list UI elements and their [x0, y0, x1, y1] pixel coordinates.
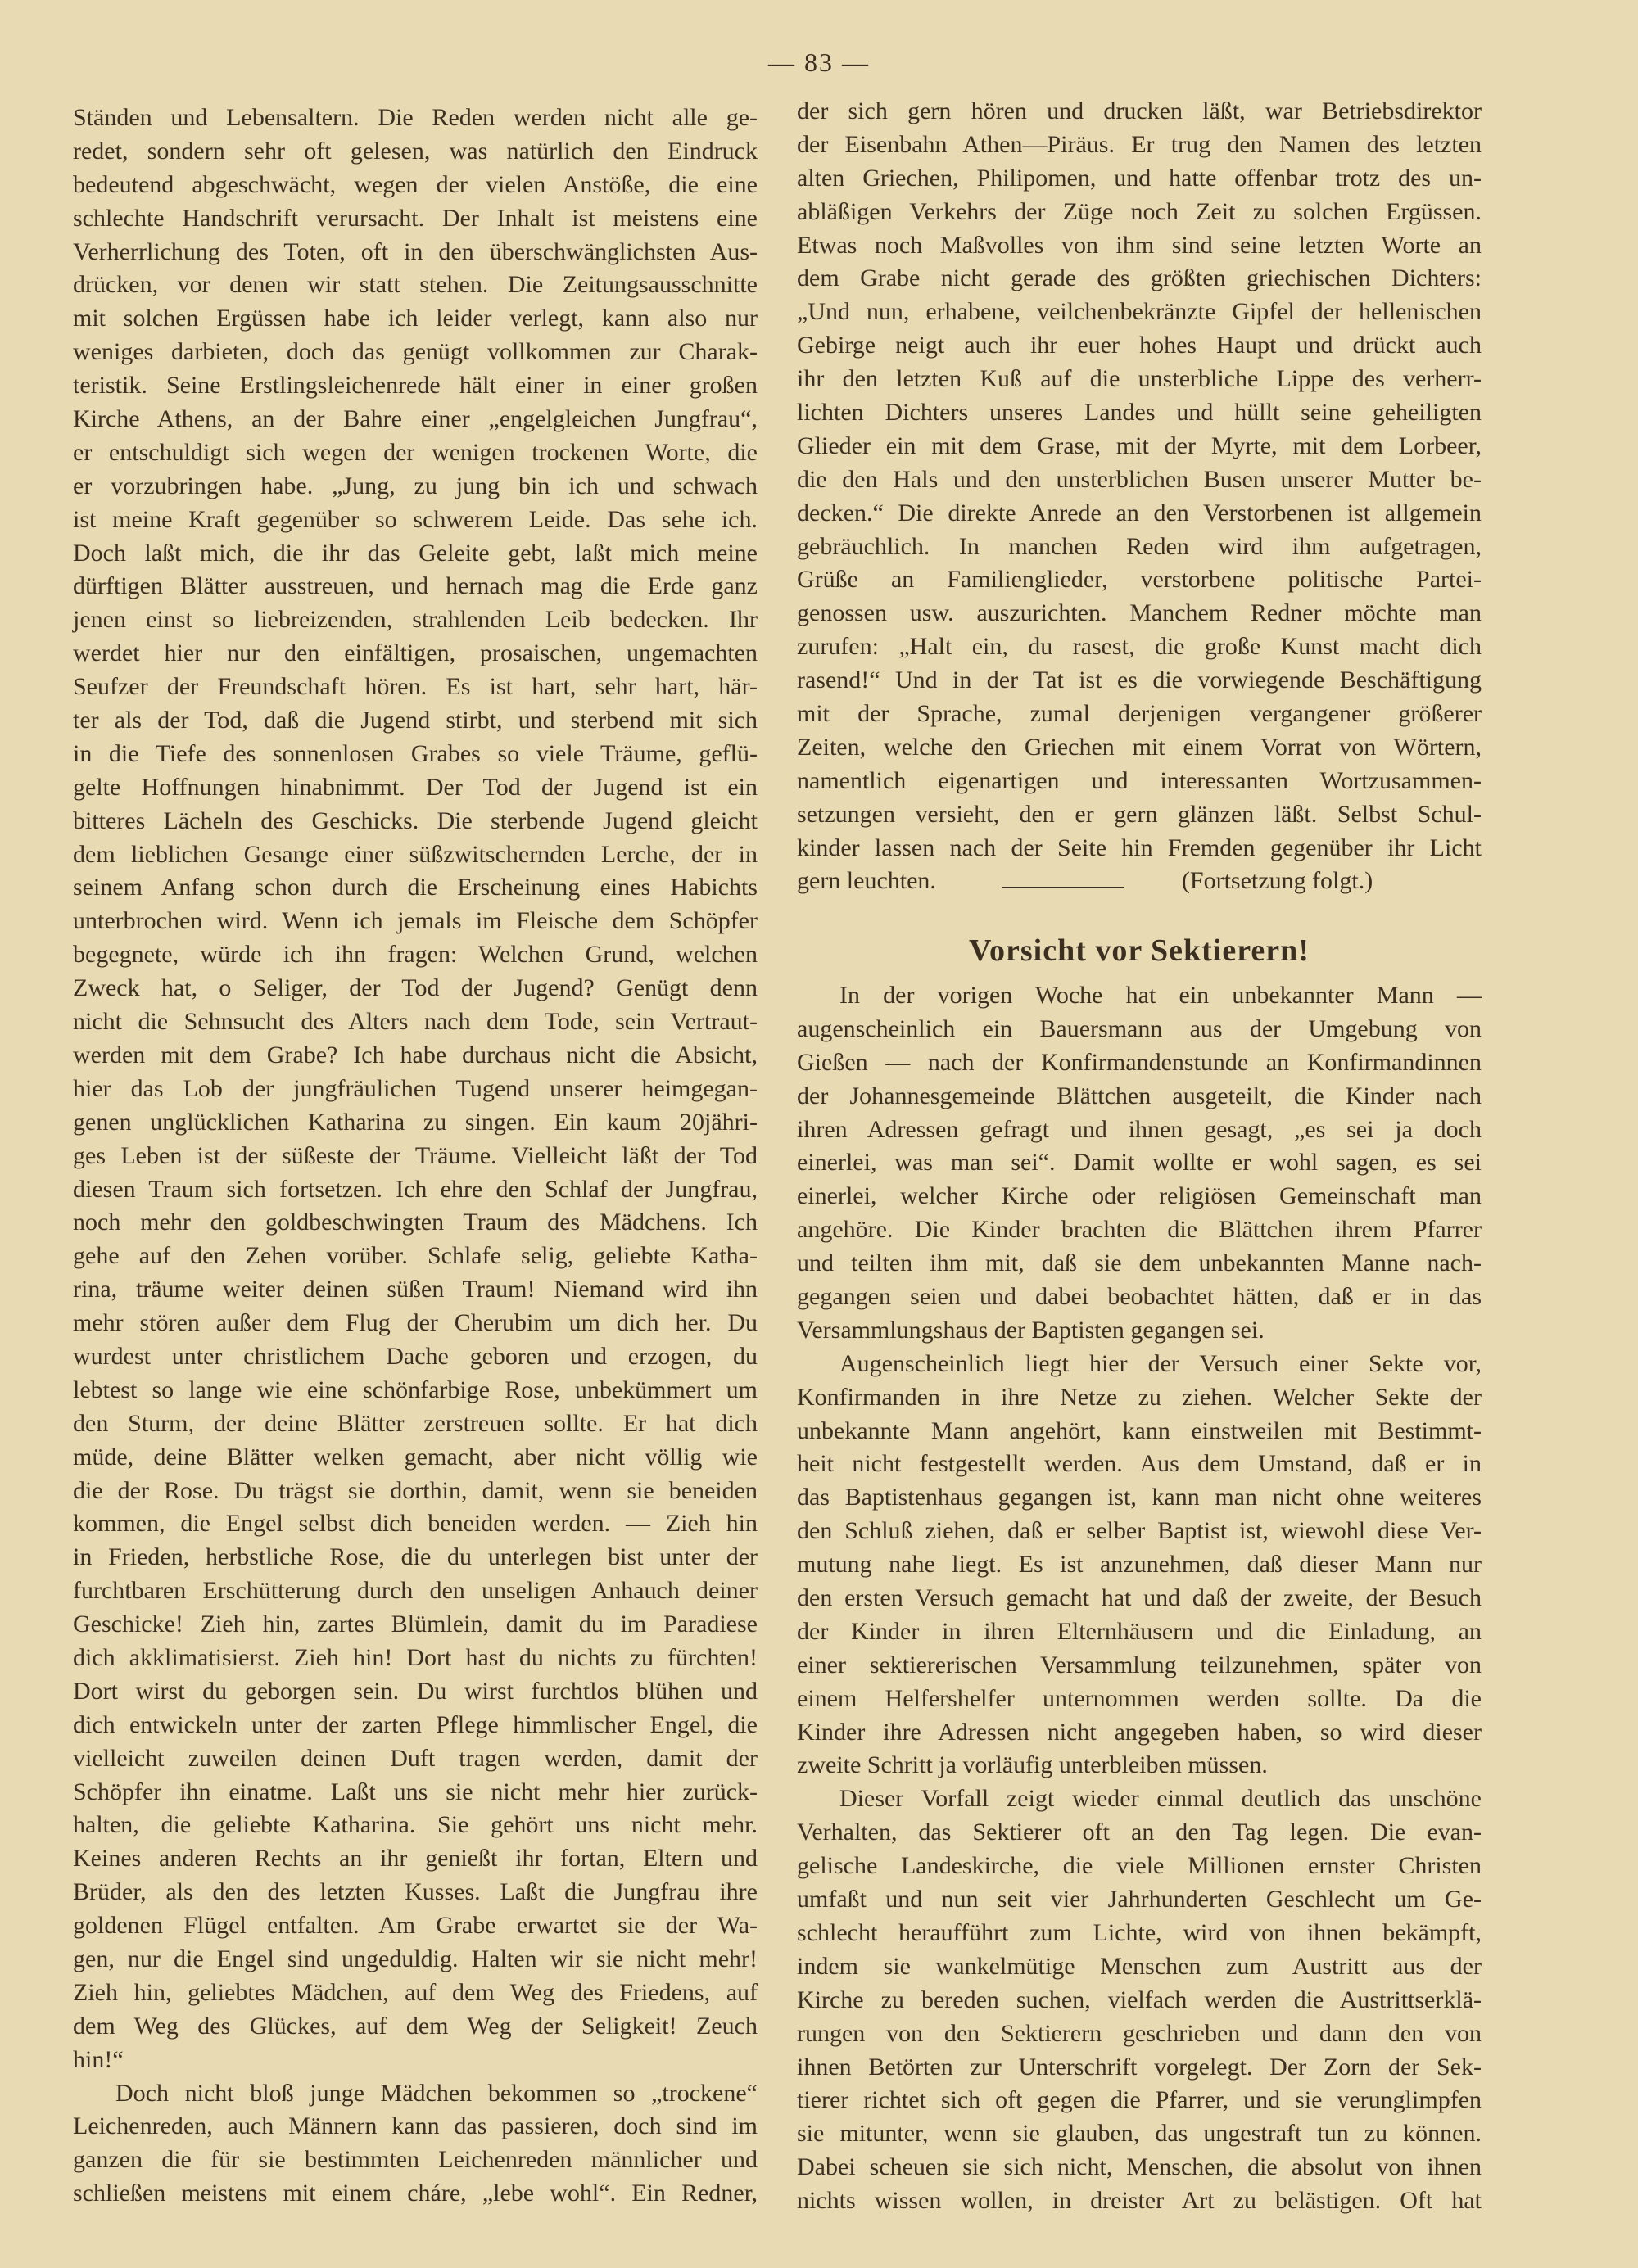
- text-line: Grüße an Familienglieder, verstorbene politische Partei-: [797, 566, 1482, 594]
- paragraph: [73, 102, 758, 2077]
- text-line: bedeutend abgeschwächt, wegen der vielen Anstöße, die eine: [73, 170, 758, 198]
- text-line: Geschicke! Zieh hin, zartes Blümlein, damit du im Paradiese: [73, 1611, 758, 1638]
- text-line: seinem Anfang schon durch die Erscheinung eines Habichts: [73, 874, 758, 901]
- text-line: Ständen und Lebensaltern. Die Reden werden nicht alle ge-: [73, 104, 758, 131]
- text-line: Brüder, als den des letzten Kusses. Laßt die Jungfrau ihre: [73, 1878, 758, 1906]
- text-line: werdet hier nur den einfältigen, prosaischen, ungemachten: [73, 639, 758, 667]
- text-line: gegangen seien und dabei beobachtet hätten, daß er in das: [797, 1283, 1482, 1311]
- text-line: furchtbaren Erschütterung durch den unseligen Anhauch deiner: [73, 1577, 758, 1605]
- paragraph: [73, 2077, 758, 2212]
- text-line: gelische Landeskirche, die viele Millionen ernster Christen: [797, 1852, 1482, 1880]
- text-line: diesen Traum sich fortsetzen. Ich ehre den Schlaf der Jungfrau,: [73, 1175, 758, 1203]
- text-line: Zweck hat, o Seliger, der Tod der Jugend? Genügt denn: [73, 974, 758, 1002]
- text-line: weniges darbieten, doch das genügt vollkommen zur Charak-: [73, 338, 758, 366]
- text-line: noch mehr den goldbeschwingten Traum des Mädchens. Ich: [73, 1209, 758, 1236]
- text-line: der Eisenbahn Athen—Piräus. Er trug den Namen des letzten: [797, 130, 1482, 158]
- text-line: einerlei, welcher Kirche oder religiösen Gemeinschaft man: [797, 1182, 1482, 1210]
- text-line: hin!“: [73, 2045, 124, 2073]
- text-line: decken.“ Die direkte Anrede an den Verstorbenen ist allgemein: [797, 499, 1482, 526]
- text-line: Seufzer der Freundschaft hören. Es ist hart, sehr hart, här-: [73, 673, 758, 701]
- text-line: „Und nun, erhabene, veilchenbekränzte Gipfel der hellenischen: [797, 298, 1482, 326]
- text-line: nichts wissen wollen, in dreister Art zu belästigen. Oft hat: [797, 2187, 1482, 2215]
- paragraph: [797, 95, 1482, 865]
- text-line: Doch laßt mich, die ihr das Geleite gebt, laßt mich meine: [73, 539, 758, 567]
- text-line: vielleicht zuweilen deinen Duft tragen werden, damit der: [73, 1744, 758, 1772]
- text-line: teristik. Seine Erstlingsleichenrede hält einer in einer großen: [73, 372, 758, 400]
- text-line: sie mitunter, wenn sie glauben, das ungestraft tun zu können.: [797, 2120, 1482, 2148]
- text-line: schlecht heraufführt zum Lichte, wird von ihnen bekämpft,: [797, 1918, 1482, 1946]
- text-line: den ersten Versuch gemacht hat und daß der zweite, der Besuch: [797, 1584, 1482, 1612]
- text-line: Gießen — nach der Konfirmandenstunde an Konfirmandinnen: [797, 1048, 1482, 1076]
- text-line: genen unglücklichen Katharina zu singen. Ein kaum 20jähri-: [73, 1108, 758, 1136]
- text-line: goldenen Flügel entfalten. Am Grabe erwartet sie der Wa-: [73, 1912, 758, 1940]
- text-line: Zeiten, welche den Griechen mit einem Vorrat von Wörtern,: [797, 733, 1482, 761]
- text-line: mit solchen Ergüssen habe ich leider verlegt, kann also nur: [73, 305, 758, 332]
- closing-line: [797, 865, 1482, 898]
- text-line: Zieh hin, geliebtes Mädchen, auf dem Weg des Friedens, auf: [73, 1978, 758, 2006]
- text-line: setzungen versieht, den er gern glänzen läßt. Selbst Schul-: [797, 800, 1482, 828]
- text-line: gern leuchten.: [797, 867, 936, 895]
- text-line: Leichenreden, auch Männern kann das passieren, doch sind im: [73, 2112, 758, 2140]
- text-line: er vorzubringen habe. „Jung, zu jung bin ich und schwach: [73, 472, 758, 499]
- page-number: — 83 —: [768, 47, 870, 77]
- text-line: Dort wirst du geborgen sein. Du wirst furchtlos blühen und: [73, 1677, 758, 1705]
- text-line: rina, träume weiter deinen süßen Traum! Niemand wird ihn: [73, 1276, 758, 1303]
- text-line: tierer richtet sich oft gegen die Pfarrer, und sie verunglimpfen: [797, 2086, 1482, 2114]
- article-title: Vorsicht vor Sektierern!: [969, 933, 1310, 968]
- text-line: den Sturm, der deine Blätter zerstreuen sollte. Er hat dich: [73, 1409, 758, 1437]
- text-line: in Frieden, herbstliche Rose, die du unterlegen bist unter der: [73, 1543, 758, 1571]
- text-line: kommen, die Engel selbst dich beneiden werden. — Zieh hin: [73, 1510, 758, 1538]
- text-line: ihr den letzten Kuß auf die unsterbliche Lippe des verherr-: [797, 365, 1482, 393]
- text-line: zweite Schritt ja vorläufig unterbleiben müssen.: [797, 1751, 1268, 1779]
- text-line: gebräuchlich. In manchen Reden wird ihm aufgetragen,: [797, 532, 1482, 560]
- text-line: gen, nur die Engel sind ungeduldig. Halten wir sie nicht mehr!: [73, 1945, 758, 1972]
- paragraph: [797, 1782, 1482, 2218]
- paragraph: [797, 1348, 1482, 1783]
- text-line: Doch nicht bloß junge Mädchen bekommen so „trockene“: [115, 2079, 758, 2107]
- text-line: unterbrochen wird. Wenn ich jemals im Fleische dem Schöpfer: [73, 907, 758, 935]
- separator-rule: [1002, 887, 1124, 888]
- text-line: Verherrlichung des Toten, oft in den überschwänglichsten Aus-: [73, 237, 758, 265]
- text-line: er entschuldigt sich wegen der wenigen trockenen Worte, die: [73, 438, 758, 466]
- text-line: das Baptistenhaus gegangen ist, kann man nicht ohne weiteres: [797, 1484, 1482, 1511]
- text-line: dem Grabe nicht gerade des größten griechischen Dichters:: [797, 264, 1482, 292]
- text-line: namentlich eigenartigen und interessanten Wortzusammen-: [797, 766, 1482, 794]
- text-line: abläßigen Verkehrs der Züge noch Zeit zu solchen Ergüssen.: [797, 197, 1482, 225]
- text-line: Dieser Vorfall zeigt wieder einmal deutlich das unschöne: [839, 1785, 1482, 1813]
- text-line: Augenscheinlich liegt hier der Versuch einer Sekte vor,: [839, 1349, 1482, 1377]
- text-line: hier das Lob der jungfräulichen Tugend unserer heimgegan-: [73, 1074, 758, 1102]
- text-line: Kirche zu bereden suchen, vielfach werden die Austrittserklä-: [797, 1986, 1482, 2013]
- text-line: drücken, vor denen wir statt stehen. Die Zeitungsausschnitte: [73, 271, 758, 299]
- text-line: ganzen die für sie bestimmten Leichenreden männlicher und: [73, 2146, 758, 2174]
- text-line: schlechte Handschrift verursacht. Der Inhalt ist meistens eine: [73, 204, 758, 232]
- text-line: die der Rose. Du trägst sie dorthin, damit, wenn sie beneiden: [73, 1476, 758, 1504]
- text-line: mutung nahe liegt. Es ist anzunehmen, daß dieser Mann nur: [797, 1551, 1482, 1579]
- text-line: und teilten ihm mit, daß sie dem unbekannten Manne nach-: [797, 1249, 1482, 1277]
- text-line: einer sektiererischen Versammlung teilzunehmen, später von: [797, 1651, 1482, 1678]
- text-line: Gebirge neigt auch ihr euer hohes Haupt und drückt auch: [797, 332, 1482, 359]
- text-line: die den Hals und den unsterblichen Busen unserer Mutter be-: [797, 465, 1482, 493]
- text-line: der Kinder in ihren Elternhäusern und die Einladung, an: [797, 1617, 1482, 1645]
- text-line: der Johannesgemeinde Blättchen ausgeteilt, die Kinder nach: [797, 1082, 1482, 1109]
- text-line: rungen von den Sektierern geschrieben und dann den von: [797, 2019, 1482, 2047]
- text-line: mit der Sprache, zumal derjenigen vergangener größerer: [797, 700, 1482, 728]
- text-line: ter als der Tod, daß die Jugend stirbt, und sterbend mit sich: [73, 707, 758, 734]
- text-line: dich entwickeln unter der zarten Pflege himmlischer Engel, die: [73, 1710, 758, 1738]
- text-line: Versammlungshaus der Baptisten gegangen sei.: [797, 1316, 1265, 1344]
- text-line: unbekannte Mann angehört, kann einstweilen mit Bestimmt-: [797, 1416, 1482, 1444]
- text-line: In der vorigen Woche hat ein unbekannter Mann —: [839, 982, 1482, 1009]
- text-line: Keines anderen Rechts an ihr genießt ihr fortan, Eltern und: [73, 1845, 758, 1873]
- text-line: Schöpfer ihn einatme. Laßt uns sie nicht mehr hier zurück-: [73, 1778, 758, 1805]
- text-line: zurufen: „Halt ein, du rasest, die große Kunst macht dich: [797, 633, 1482, 661]
- text-line: müde, deine Blätter welken gemacht, aber nicht völlig wie: [73, 1443, 758, 1471]
- text-line: Dabei scheuen sie sich nicht, Menschen, die absolut von ihnen: [797, 2153, 1482, 2181]
- text-line: lebtest so lange wie eine schönfarbige Rose, unbekümmert um: [73, 1376, 758, 1403]
- text-line: bitteres Lächeln des Geschicks. Die sterbende Jugend gleicht: [73, 806, 758, 834]
- text-line: halten, die geliebte Katharina. Sie gehört uns nicht mehr.: [73, 1811, 758, 1839]
- text-line: mehr stören außer dem Flug der Cherubim um dich her. Du: [73, 1309, 758, 1337]
- text-line: begegnete, würde ich ihn fragen: Welchen Grund, welchen: [73, 941, 758, 969]
- text-line: lichten Dichters unseres Landes und hüllt seine geheiligten: [797, 399, 1482, 427]
- text-line: Konfirmanden in ihre Netze zu ziehen. Welcher Sekte der: [797, 1383, 1482, 1411]
- text-line: kinder lassen nach der Seite hin Fremden gegenüber ihr Licht: [797, 834, 1482, 861]
- text-line: alten Griechen, Philipomen, und hatte offenbar trotz des un-: [797, 164, 1482, 192]
- text-line: einem Helfershelfer unternommen werden sollte. Da die: [797, 1684, 1482, 1712]
- text-line: Glieder ein mit dem Grase, mit der Myrte, mit dem Lorbeer,: [797, 431, 1482, 459]
- text-line: dürftigen Blätter ausstreuen, und hernach mag die Erde ganz: [73, 572, 758, 600]
- text-line: werden mit dem Grabe? Ich habe durchaus nicht die Absicht,: [73, 1041, 758, 1068]
- text-line: angehöre. Die Kinder brachten die Blättchen ihrem Pfarrer: [797, 1216, 1482, 1244]
- text-line: augenscheinlich ein Bauersmann aus der Umgebung von: [797, 1014, 1482, 1042]
- text-line: rasend!“ Und in der Tat ist es die vorwiegende Beschäftigung: [797, 666, 1482, 694]
- text-line: jenen einst so liebreizenden, strahlenden Leib bedecken. Ihr: [73, 606, 758, 634]
- text-line: dem Weg des Glückes, auf dem Weg der Seligkeit! Zeuch: [73, 2012, 758, 2040]
- text-line: in die Tiefe des sonnenlosen Grabes so viele Träume, geflü-: [73, 739, 758, 767]
- paragraph: [797, 979, 1482, 1348]
- text-line: gelte Hoffnungen hinabnimmt. Der Tod der Jugend ist ein: [73, 773, 758, 801]
- text-line: Verhalten, das Sektierer oft an den Tag legen. Die evan-: [797, 1818, 1482, 1846]
- right-column-continued-article: [797, 95, 1482, 898]
- text-line: gehe auf den Zehen vorüber. Schlafe selig, geliebte Katha-: [73, 1242, 758, 1270]
- text-line: indem sie wankelmütige Menschen zum Austritt aus der: [797, 1952, 1482, 1980]
- text-line: ges Leben ist der süßeste der Träume. Vielleicht läßt der Tod: [73, 1141, 758, 1169]
- article-body: [797, 979, 1482, 2218]
- text-line: Kinder ihre Adressen nicht angegeben haben, so wird dieser: [797, 1718, 1482, 1746]
- text-line: der sich gern hören und drucken läßt, war Betriebsdirektor: [797, 97, 1482, 124]
- left-column: [73, 102, 758, 2211]
- text-line: einerlei, was man sei“. Damit wollte er wohl sagen, es sei: [797, 1149, 1482, 1177]
- text-line: dich akklimatisierst. Zieh hin! Dort hast du nichts zu fürchten!: [73, 1643, 758, 1671]
- text-line: ist meine Kraft gegenüber so schwerem Leide. Das sehe ich.: [73, 505, 758, 533]
- text-line: ihnen Betörten zur Unterschrift vorgelegt. Der Zorn der Sek-: [797, 2053, 1482, 2081]
- continuation-note: (Fortsetzung folgt.): [1181, 867, 1373, 895]
- text-line: den Schluß ziehen, daß er selber Baptist ist, wiewohl diese Ver-: [797, 1517, 1482, 1545]
- text-line: heit nicht festgestellt werden. Aus dem Umstand, daß er in: [797, 1450, 1482, 1478]
- text-line: Etwas noch Maßvolles von ihm sind seine letzten Worte an: [797, 231, 1482, 259]
- text-line: wurdest unter christlichem Dache geboren und erzogen, du: [73, 1342, 758, 1370]
- text-line: nicht die Sehnsucht des Alters nach dem Tode, sein Vertraut-: [73, 1008, 758, 1036]
- text-line: ihren Adressen gefragt und ihnen gesagt, „es sei ja doch: [797, 1115, 1482, 1143]
- text-line: genossen usw. auszurichten. Manchem Redner möchte man: [797, 599, 1482, 627]
- text-line: Kirche Athens, an der Bahre einer „engelgleichen Jungfrau“,: [73, 405, 758, 433]
- text-line: schließen meistens mit einem cháre, „lebe wohl“. Ein Redner,: [73, 2180, 758, 2207]
- text-line: dem lieblichen Gesange einer süßzwitschernden Lerche, der in: [73, 840, 758, 868]
- text-line: umfaßt und nun seit vier Jahrhunderten Geschlecht um Ge-: [797, 1886, 1482, 1913]
- text-line: redet, sondern sehr oft gelesen, was natürlich den Eindruck: [73, 137, 758, 165]
